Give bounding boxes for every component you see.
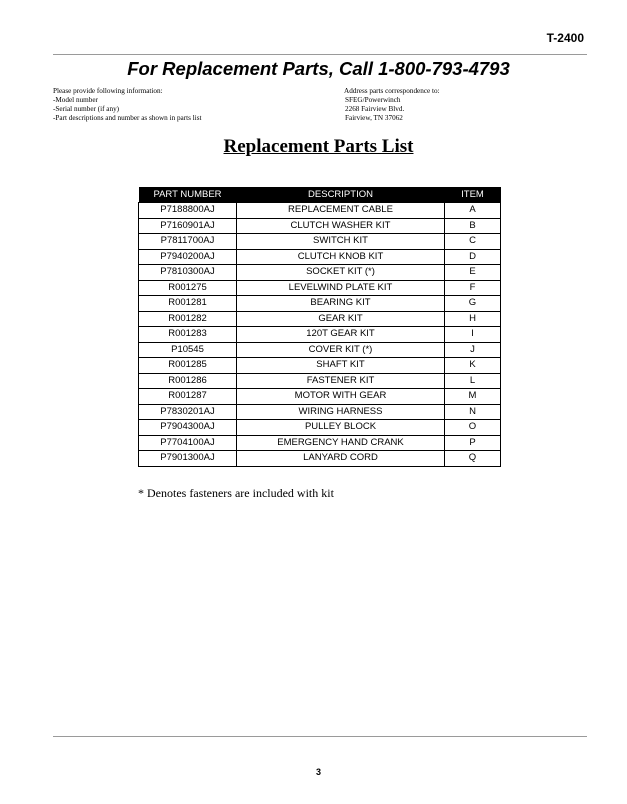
table-row <box>139 265 501 281</box>
table-row <box>139 234 501 250</box>
item-cell: K <box>445 358 501 374</box>
part-number-cell: R001282 <box>139 311 237 327</box>
description-cell: WIRING HARNESS <box>237 404 445 420</box>
item-cell: P <box>445 435 501 451</box>
table-row <box>139 420 501 436</box>
parts-table-body <box>139 203 501 467</box>
column-header-part-number: PART NUMBER <box>139 187 237 203</box>
description-cell: SWITCH KIT <box>237 234 445 250</box>
item-cell: A <box>445 203 501 219</box>
header-divider <box>53 54 587 55</box>
part-number-cell: P7901300AJ <box>139 451 237 467</box>
address-line: Fairview, TN 37062 <box>345 114 403 122</box>
part-number-cell: P10545 <box>139 342 237 358</box>
table-row <box>139 435 501 451</box>
item-cell: M <box>445 389 501 405</box>
info-line: Please provide following information: <box>53 87 163 95</box>
part-number-cell: R001283 <box>139 327 237 343</box>
table-row <box>139 280 501 296</box>
page-title: Replacement Parts List <box>223 136 414 157</box>
info-line: -Part descriptions and number as shown in parts list <box>53 114 202 122</box>
description-cell: 120T GEAR KIT <box>237 327 445 343</box>
item-cell: N <box>445 404 501 420</box>
part-number-cell: P7940200AJ <box>139 249 237 265</box>
fastener-note: * Denotes fasteners are included with kit <box>138 486 334 500</box>
document-code: T-2400 <box>546 31 584 45</box>
table-row <box>139 389 501 405</box>
item-cell: F <box>445 280 501 296</box>
part-number-cell: P7904300AJ <box>139 420 237 436</box>
part-number-cell: P7160901AJ <box>139 218 237 234</box>
description-cell: LANYARD CORD <box>237 451 445 467</box>
item-cell: I <box>445 327 501 343</box>
info-line: -Model number <box>53 96 98 104</box>
item-cell: H <box>445 311 501 327</box>
table-row <box>139 451 501 467</box>
part-number-cell: R001285 <box>139 358 237 374</box>
description-cell: COVER KIT (*) <box>237 342 445 358</box>
item-cell: B <box>445 218 501 234</box>
part-number-cell: P7810300AJ <box>139 265 237 281</box>
table-row <box>139 311 501 327</box>
item-cell: O <box>445 420 501 436</box>
address-line: SFEG/Powerwinch <box>345 96 401 104</box>
address-line: 2268 Fairview Blvd. <box>345 105 405 113</box>
part-number-cell: P7704100AJ <box>139 435 237 451</box>
description-cell: LEVELWIND PLATE KIT <box>237 280 445 296</box>
column-header-description: DESCRIPTION <box>237 187 445 203</box>
address-block <box>344 87 440 123</box>
address-heading: Address parts correspondence to: <box>344 87 440 95</box>
description-cell: PULLEY BLOCK <box>237 420 445 436</box>
part-number-cell: R001275 <box>139 280 237 296</box>
part-number-cell: P7811700AJ <box>139 234 237 250</box>
column-header-item: ITEM <box>445 187 501 203</box>
table-row <box>139 203 501 219</box>
item-cell: Q <box>445 451 501 467</box>
item-cell: E <box>445 265 501 281</box>
page-number: 3 <box>315 767 321 777</box>
description-cell: GEAR KIT <box>237 311 445 327</box>
description-cell: EMERGENCY HAND CRANK <box>237 435 445 451</box>
table-row <box>139 342 501 358</box>
table-row <box>139 358 501 374</box>
footer-divider <box>53 736 587 737</box>
part-number-cell: R001281 <box>139 296 237 312</box>
table-header-row <box>139 187 501 203</box>
item-cell: L <box>445 373 501 389</box>
description-cell: BEARING KIT <box>237 296 445 312</box>
part-number-cell: R001287 <box>139 389 237 405</box>
table-row <box>139 404 501 420</box>
description-cell: REPLACEMENT CABLE <box>237 203 445 219</box>
description-cell: SHAFT KIT <box>237 358 445 374</box>
description-cell: CLUTCH KNOB KIT <box>237 249 445 265</box>
description-cell: MOTOR WITH GEAR <box>237 389 445 405</box>
part-number-cell: P7188800AJ <box>139 203 237 219</box>
description-cell: CLUTCH WASHER KIT <box>237 218 445 234</box>
item-cell: C <box>445 234 501 250</box>
table-row <box>139 296 501 312</box>
item-cell: D <box>445 249 501 265</box>
info-line: -Serial number (if any) <box>53 105 120 113</box>
table-row <box>139 218 501 234</box>
item-cell: J <box>445 342 501 358</box>
table-row <box>139 249 501 265</box>
table-row <box>139 373 501 389</box>
part-number-cell: R001286 <box>139 373 237 389</box>
table-row <box>139 327 501 343</box>
description-cell: FASTENER KIT <box>237 373 445 389</box>
item-cell: G <box>445 296 501 312</box>
parts-table <box>138 187 501 467</box>
info-instructions <box>53 87 202 123</box>
phone-headline: For Replacement Parts, Call 1-800-793-4793 <box>127 58 510 79</box>
description-cell: SOCKET KIT (*) <box>237 265 445 281</box>
part-number-cell: P7830201AJ <box>139 404 237 420</box>
